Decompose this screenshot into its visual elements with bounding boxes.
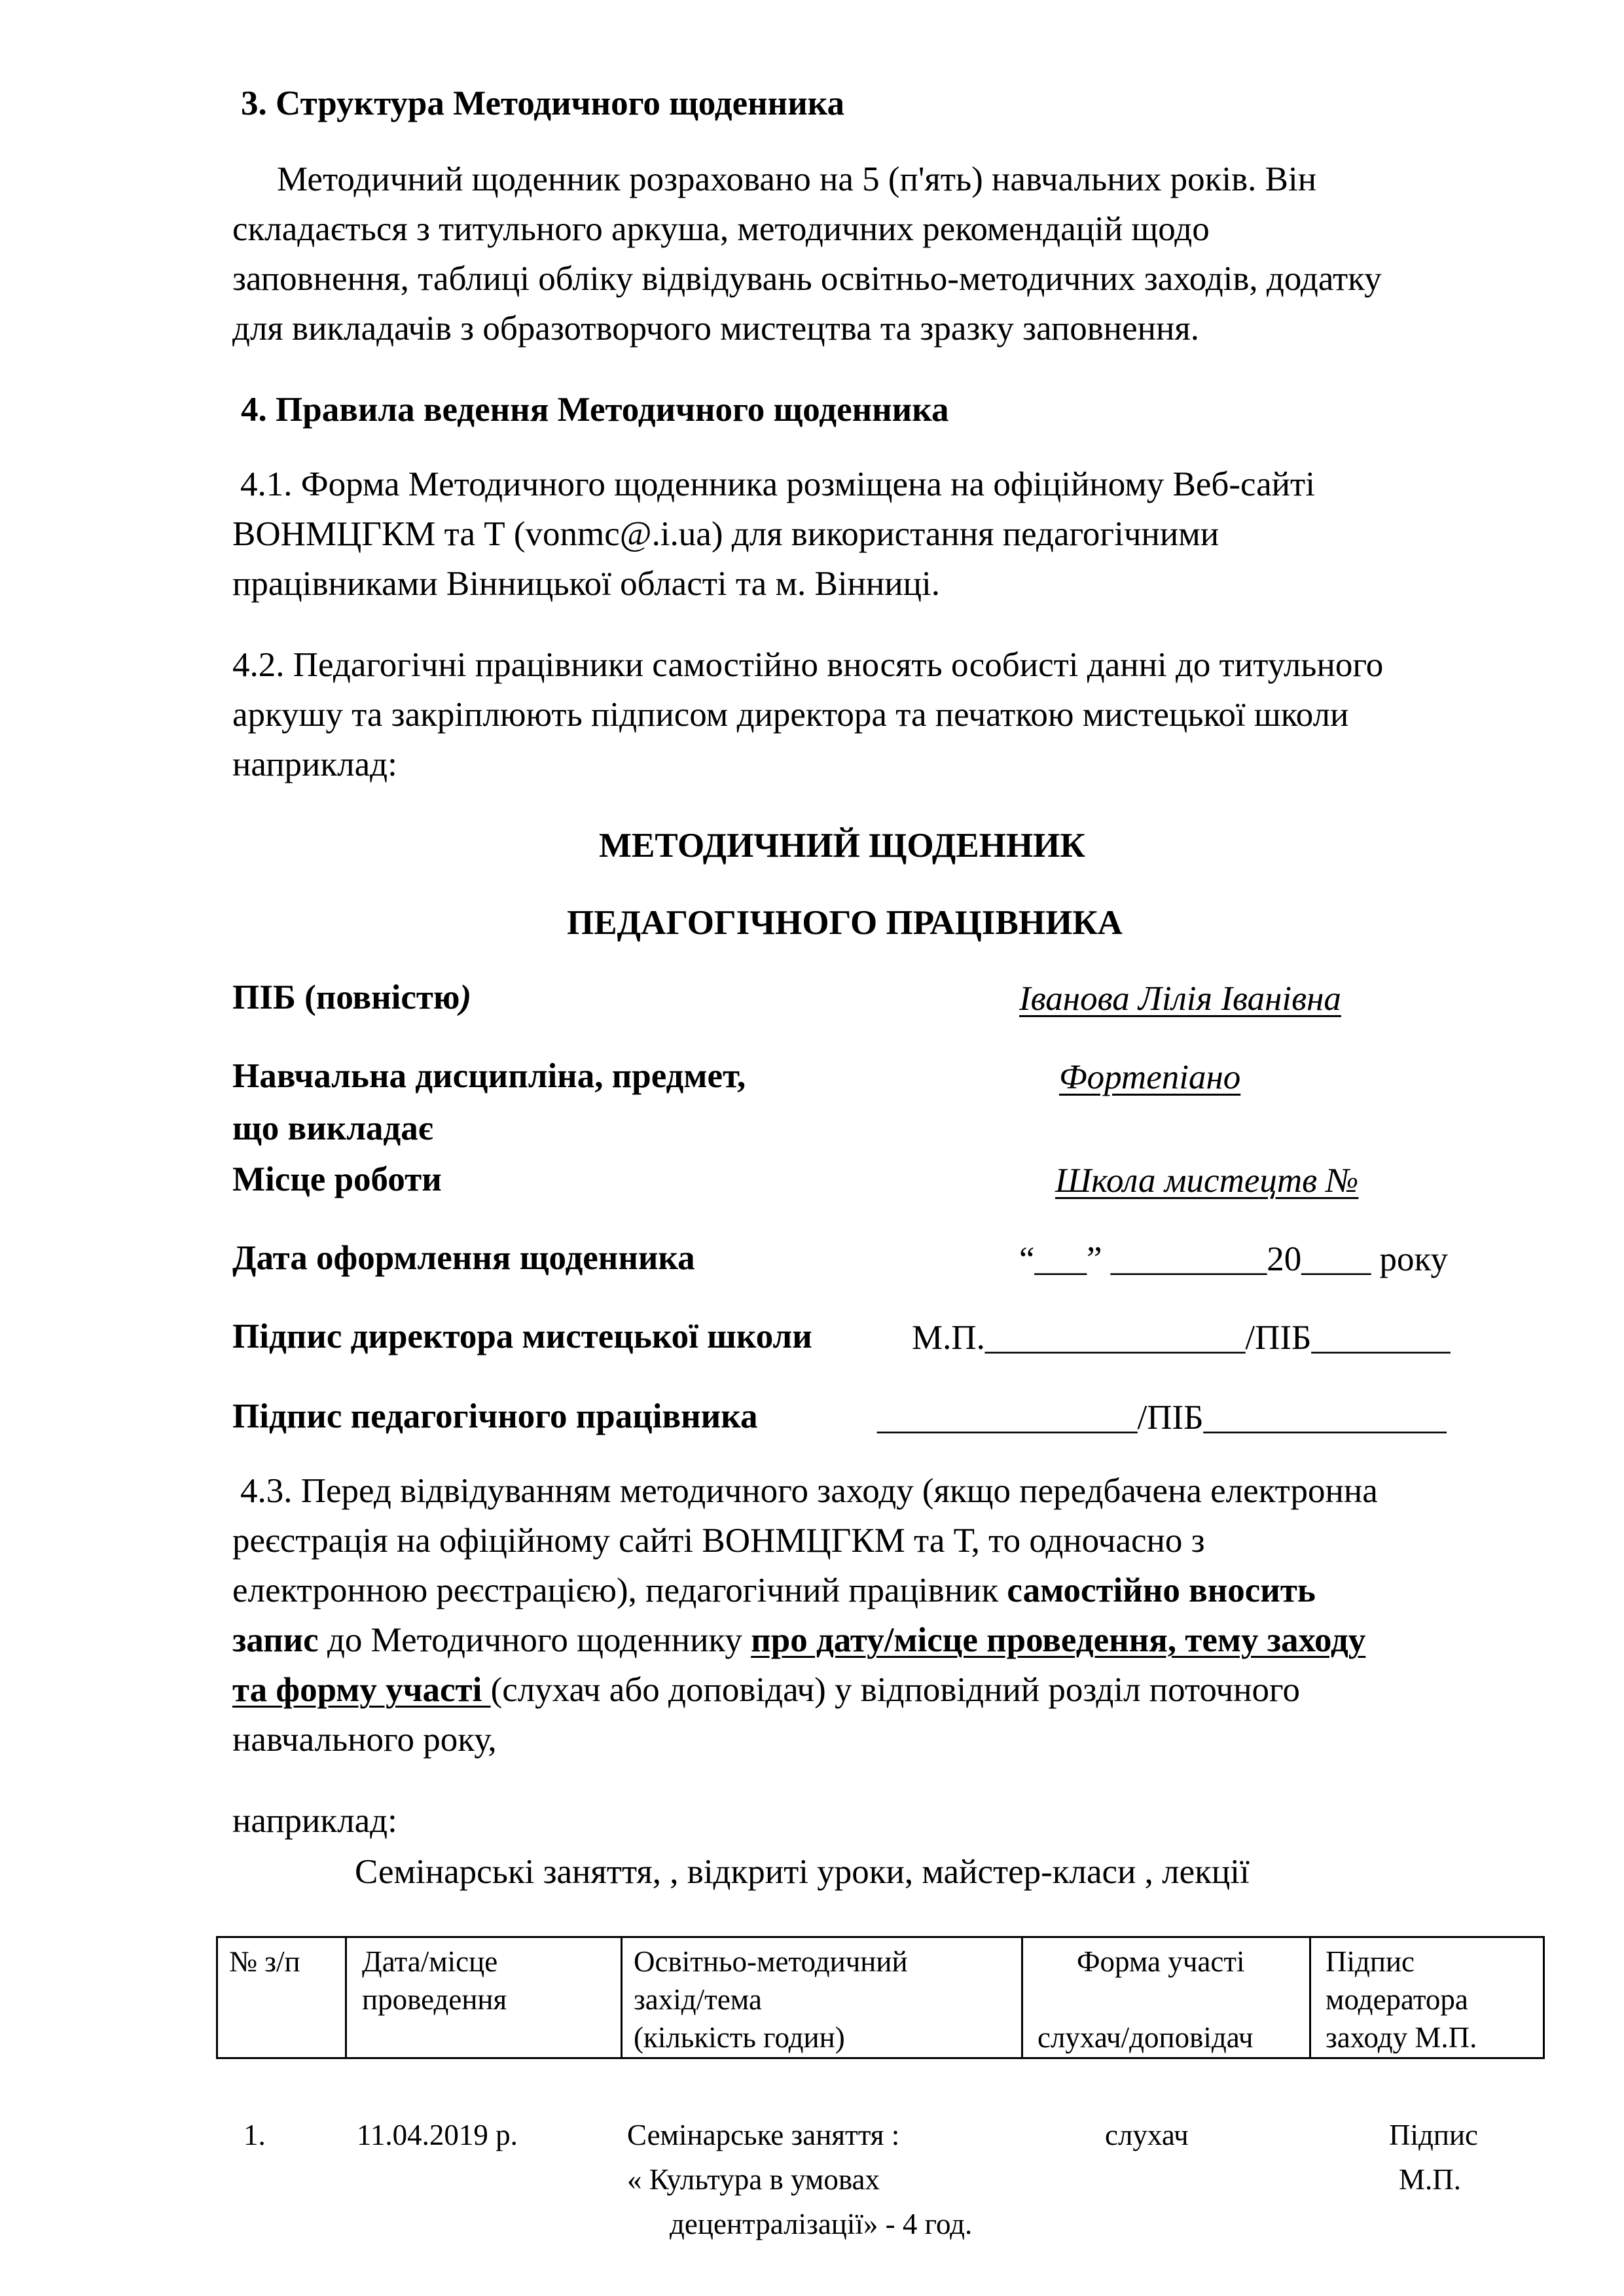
- header-line: модератора: [1326, 1983, 1468, 2016]
- pib-label: [232, 978, 471, 1017]
- header-date: [362, 1943, 507, 2018]
- text-run: до Методичного щоденнику: [318, 1621, 751, 1659]
- example-label: наприклад:: [232, 1802, 397, 1840]
- diary-subtitle: ПЕДАГОГІЧНОГО ПРАЦІВНИКА: [567, 904, 1123, 942]
- header-line: заходу М.П.: [1326, 2021, 1477, 2054]
- text-run-bold: самостійно вносить: [1007, 1571, 1316, 1609]
- pib-value: Іванова Лілія Іванівна: [1019, 980, 1341, 1018]
- discipline-value: Фортепіано: [1059, 1058, 1241, 1096]
- section-3-heading: 3. Структура Методичного щоденника: [241, 84, 844, 122]
- pib-label-paren: ): [460, 978, 472, 1016]
- paragraph-line: 4.3. Перед відвідуванням методичного заходу (якщо передбачена електронна: [240, 1472, 1378, 1510]
- header-signature: [1326, 1943, 1477, 2056]
- row-event-line: « Культура в умовах: [627, 2163, 880, 2196]
- paragraph-line: ВОНМЦГКМ та Т (vonmc@.i.ua) для використання педагогічними: [232, 515, 1219, 553]
- row-event-line: Семінарське заняття :: [627, 2119, 900, 2151]
- discipline-label-line1: Навчальна дисципліна, предмет,: [232, 1057, 746, 1095]
- header-line: (кількість годин): [634, 2021, 845, 2054]
- row-signature-line: М.П.: [1399, 2163, 1462, 2196]
- header-line: Освітньо-методичний: [634, 1945, 908, 1978]
- workplace-value: Школа мистецтв №: [1055, 1162, 1359, 1200]
- table-border-top: [216, 1936, 1545, 1938]
- pib-label-text: ПІБ (повністю: [232, 978, 460, 1016]
- paragraph-line: реєстрація на офіційному сайті ВОНМЦГКМ та Т, то одночасно з: [232, 1522, 1205, 1560]
- header-line: [1038, 1981, 1254, 2018]
- row-signature-line: Підпис: [1389, 2119, 1479, 2151]
- paragraph-line: заповнення, таблиці обліку відвідувань освітньо-методичних заходів, додатку: [232, 260, 1382, 298]
- paragraph-line: 4.2. Педагогічні працівники самостійно вносять особисті данні до титульного: [232, 646, 1384, 684]
- paragraph-line: [232, 1665, 1378, 1715]
- header-form: [1038, 1943, 1254, 2056]
- teacher-signature-label: Підпис педагогічного працівника: [232, 1397, 758, 1435]
- diary-title: МЕТОДИЧНИЙ ЩОДЕННИК: [599, 827, 1085, 865]
- paragraph-line: працівниками Вінницької області та м. Вінниці.: [232, 565, 940, 603]
- header-line: Форма участі: [1077, 1945, 1245, 1978]
- header-line: захід/тема: [634, 1983, 762, 2016]
- paragraph-line: Методичний щоденник розраховано на 5 (п'ять) навчальних років. Він: [277, 160, 1317, 198]
- teacher-signature-value: _______________/ПІБ______________: [877, 1399, 1447, 1437]
- row-event: [627, 2113, 972, 2246]
- row-number: 1.: [244, 2119, 266, 2151]
- header-line: Дата/місце: [362, 1945, 498, 1978]
- paragraph-line: наприклад:: [232, 745, 397, 783]
- table-caption: Семінарські заняття, , відкриті уроки, майстер-класи , лекції: [355, 1853, 1250, 1891]
- table-border-bottom: [216, 2057, 1545, 2059]
- paragraph-line: [232, 1615, 1378, 1665]
- paragraph-4-2: [232, 640, 1383, 789]
- row-signature: [1389, 2113, 1478, 2202]
- date-label: Дата оформлення щоденника: [232, 1239, 695, 1277]
- table-border-col: [1309, 1936, 1311, 2059]
- table-border-col: [216, 1936, 218, 2059]
- paragraph-line: навчального року,: [232, 1721, 497, 1759]
- section-4-heading: 4. Правила ведення Методичного щоденника: [241, 391, 949, 429]
- table-border-col: [1543, 1936, 1545, 2059]
- workplace-label: Місце роботи: [232, 1160, 442, 1198]
- paragraph-line: складається з титульного аркуша, методичних рекомендацій щодо: [232, 210, 1210, 248]
- paragraph-4-3: [232, 1466, 1378, 1765]
- paragraph-line: 4.1. Форма Методичного щоденника розміщена на офіційному Веб-сайті: [240, 465, 1315, 503]
- paragraph-line: аркушу та закріплюють підписом директора та печаткою мистецької школи: [232, 696, 1349, 734]
- table-border-col: [1021, 1936, 1023, 2059]
- header-event: [634, 1943, 908, 2056]
- paragraph-4-1: [232, 459, 1315, 609]
- text-run: (слухач або доповідач) у відповідний розділ поточного: [490, 1671, 1300, 1709]
- section-3-paragraph: [232, 154, 1382, 353]
- header-line: проведення: [362, 1983, 507, 2016]
- table-border-col: [621, 1936, 623, 2059]
- row-date: 11.04.2019 р.: [357, 2119, 518, 2151]
- director-signature-value: М.П._______________/ПІБ________: [912, 1319, 1451, 1357]
- row-form: слухач: [1105, 2119, 1189, 2151]
- text-run: електронною реєстрацією), педагогічний працівник: [232, 1571, 1007, 1609]
- row-event-line: децентралізації» - 4 год.: [670, 2208, 973, 2240]
- text-run-bold-underlined: та форму участі: [232, 1671, 491, 1709]
- header-line: Підпис: [1326, 1945, 1415, 1978]
- text-run-bold-underlined: про дату/місце проведення, тему заходу: [751, 1621, 1366, 1659]
- header-number: № з/п: [229, 1945, 300, 1978]
- table-border-col: [345, 1936, 347, 2059]
- date-value: “___” _________20____ року: [1019, 1240, 1449, 1278]
- paragraph-line: [232, 1566, 1378, 1615]
- text-run-bold: запис: [232, 1621, 319, 1659]
- paragraph-line: для викладачів з образотворчого мистецтва та зразку заповнення.: [232, 310, 1199, 348]
- discipline-label-line2: що викладає: [232, 1109, 433, 1147]
- header-line: слухач/доповідач: [1038, 2021, 1254, 2054]
- director-signature-label: Підпис директора мистецької школи: [232, 1318, 812, 1355]
